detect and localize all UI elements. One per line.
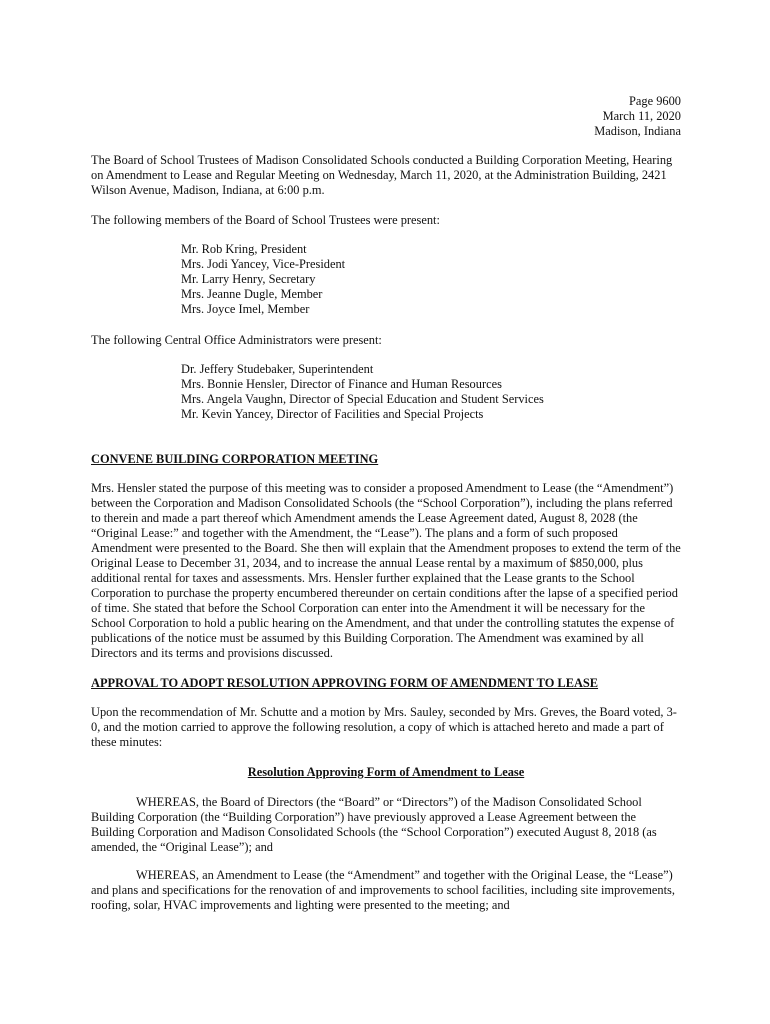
list-item: Mrs. Joyce Imel, Member <box>181 302 310 316</box>
list-item: Dr. Jeffery Studebaker, Superintendent <box>181 362 374 376</box>
list-item: Mr. Kevin Yancey, Director of Facilities and Special Projects <box>181 407 484 421</box>
whereas-paragraph: WHEREAS, the Board of Directors (the “Board” or “Directors”) of the Madison Consolidated School Building Corporation (the “Building Corporation”) have previously approved a Lease Agreement between the Building Corporation and Madison Consolidated Schools (the “School Corporation”) executed August 8, 2018 (as amended, the “Original Lease”); and <box>91 795 657 854</box>
page-header <box>430 94 681 139</box>
whereas-paragraph: WHEREAS, an Amendment to Lease (the “Amendment” and together with the Original Lease, the “Lease”) and plans and specifications for the renovation of and improvements to school facilities, including site improvements, roofing, solar, HVAC improvements and lighting were presented to the meeting; and <box>91 868 675 912</box>
list-item: Mrs. Jodi Yancey, Vice-President <box>181 257 346 271</box>
page-number: Page 9600 <box>629 94 681 108</box>
resolution-title: Resolution Approving Form of Amendment to Lease <box>247 765 525 779</box>
intro-paragraph: The Board of School Trustees of Madison Consolidated Schools conducted a Building Corporation Meeting, Hearing on Amendment to Lease and Regular Meeting on Wednesday, March 11, 2020, at the Administration Building, 2421 Wilson Avenue, Madison, Indiana, at 6:00 p.m. <box>91 153 673 197</box>
section-heading: APPROVAL TO ADOPT RESOLUTION APPROVING FORM OF AMENDMENT TO LEASE <box>91 676 599 690</box>
list-item: Mr. Larry Henry, Secretary <box>181 272 316 286</box>
list-item: Mr. Rob Kring, President <box>181 242 307 256</box>
section-body: Upon the recommendation of Mr. Schutte and a motion by Mrs. Sauley, seconded by Mrs. Greves, the Board voted, 3-0, and the motion carried to approve the following resolution, a copy of which is attached hereto and made a part of these minutes: <box>91 705 677 749</box>
admins-list <box>181 362 681 422</box>
meeting-location: Madison, Indiana <box>594 124 681 138</box>
meeting-date: March 11, 2020 <box>602 109 681 123</box>
list-item: Mrs. Angela Vaughn, Director of Special Education and Student Services <box>181 392 544 406</box>
trustees-intro: The following members of the Board of School Trustees were present: <box>91 213 440 227</box>
list-item: Mrs. Jeanne Dugle, Member <box>181 287 323 301</box>
trustees-list <box>181 242 681 317</box>
section-heading: CONVENE BUILDING CORPORATION MEETING <box>91 452 379 466</box>
list-item: Mrs. Bonnie Hensler, Director of Finance and Human Resources <box>181 377 502 391</box>
admins-intro: The following Central Office Administrators were present: <box>91 333 382 347</box>
section-body: Mrs. Hensler stated the purpose of this meeting was to consider a proposed Amendment to Lease (the “Amendment”) between the Corporation and Madison Consolidated Schools (the “School Corporation”), including the plans referred to therein and made a part thereof which Amendment amends the Lease Agreement dated, August 8, 2028 (the “Original Lease:” and together with the Amendment, the “Lease”). The plans and a form of such proposed Amendment were presented to the Board. She then will explain that the Amendment proposes to extend the term of the Original Lease to December 31, 2034, and to increase the annual Lease rental by a maximum of $850,000, plus additional rental for taxes and assessments. Mrs. Hensler further explained that the Lease grants to the School Corporation to purchase the property encumbered thereunder on certain conditions after the lapse of a specified period of time. She stated that before the School Corporation can enter into the Amendment it will be necessary for the School Corporation to hold a public hearing on the Amendment, and that under the controlling statutes the expense of publications of the notice must be assumed by this Building Corporation. The Amendment was examined by all Directors and its terms and provisions discussed. <box>91 481 681 660</box>
